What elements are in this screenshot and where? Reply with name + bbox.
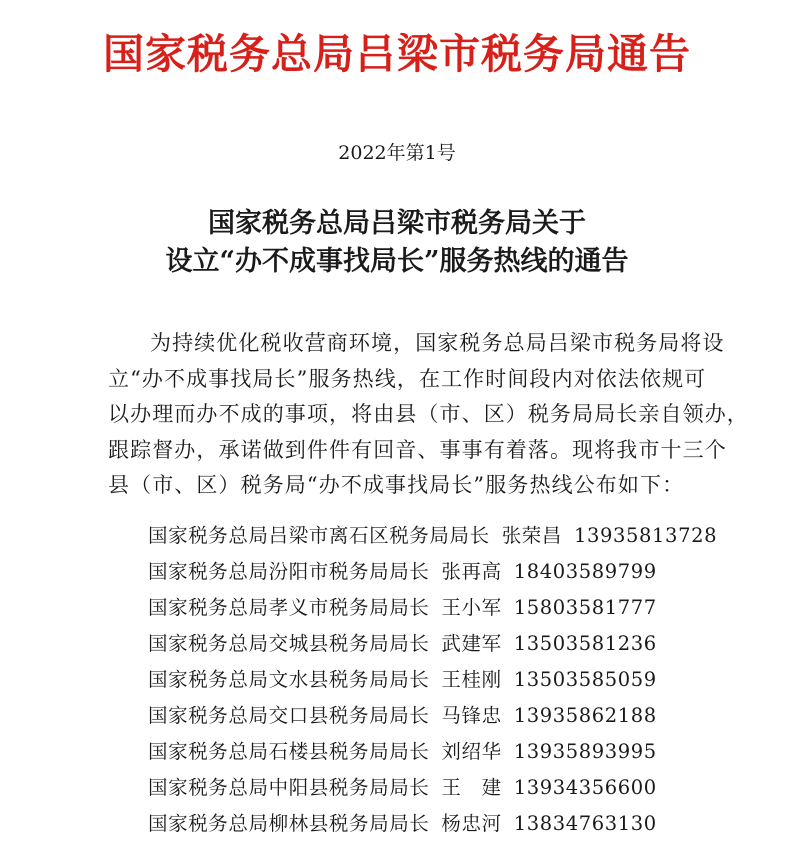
body-line: 立“办不成事找局长”服务热线，在工作时间段内对依法依规可 (108, 366, 707, 391)
director-office: 国家税务总局吕梁市离石区税务局局长 (148, 524, 490, 547)
director-phone: 18403589799 (513, 560, 657, 583)
director-office: 国家税务总局文水县税务局局长 (148, 668, 430, 691)
director-phone: 15803581777 (513, 596, 657, 619)
notice-title-line-2: 设立“办不成事找局长”服务热线的通告 (165, 246, 629, 277)
body-line: 县（市、区）税务局“办不成事找局长”服务热线公布如下： (108, 473, 685, 497)
director-phone: 13503581236 (513, 632, 657, 655)
director-row (148, 734, 748, 770)
director-row (148, 698, 748, 734)
director-row (148, 626, 748, 662)
notice-title (0, 205, 794, 281)
director-name: 张再高 (441, 560, 502, 583)
notice-title-line-1: 国家税务总局吕梁市税务局关于 (208, 208, 586, 239)
body-line: 跟踪督办，承诺做到件件有回音、事事有着落。现将我市十三个 (108, 437, 727, 462)
director-row (148, 554, 748, 590)
director-name: 张荣昌 (501, 524, 563, 547)
director-name: 刘绍华 (441, 740, 502, 763)
director-phone: 13935893995 (513, 740, 657, 763)
director-row (148, 518, 748, 554)
director-phone: 13503585059 (513, 668, 657, 691)
director-office: 国家税务总局孝义市税务局局长 (148, 596, 430, 619)
body-paragraph (108, 326, 749, 504)
director-name: 王小军 (441, 596, 502, 619)
director-hotline-list (148, 518, 748, 842)
director-row (148, 662, 748, 698)
director-name: 武建军 (441, 632, 502, 655)
director-name: 杨忠河 (441, 812, 502, 835)
director-name: 王 建 (441, 776, 502, 799)
director-row (148, 770, 748, 806)
doc-number: 2022年第1号 (338, 142, 456, 164)
director-phone: 13934356600 (513, 776, 657, 799)
director-office: 国家税务总局汾阳市税务局局长 (148, 560, 430, 583)
director-phone: 13935862188 (513, 704, 657, 727)
director-name: 马锋忠 (441, 704, 502, 727)
director-office: 国家税务总局中阳县税务局局长 (148, 776, 430, 799)
header-title: 国家税务总局吕梁市税务局通告 (103, 30, 691, 78)
director-office: 国家税务总局交口县税务局局长 (148, 704, 430, 727)
director-row (148, 590, 748, 626)
body-line: 为持续优化税收营商环境，国家税务总局吕梁市税务局将设 (150, 331, 725, 355)
director-row (148, 806, 748, 842)
director-phone: 13935813728 (574, 524, 718, 547)
body-line: 以办理而办不成的事项，将由县（市、区）税务局局长亲自领办， (108, 402, 749, 426)
director-office: 国家税务总局石楼县税务局局长 (148, 740, 430, 763)
director-phone: 13834763130 (513, 812, 657, 835)
director-name: 王桂刚 (441, 668, 502, 691)
director-office: 国家税务总局柳林县税务局局长 (148, 812, 430, 835)
director-office: 国家税务总局交城县税务局局长 (148, 632, 430, 655)
